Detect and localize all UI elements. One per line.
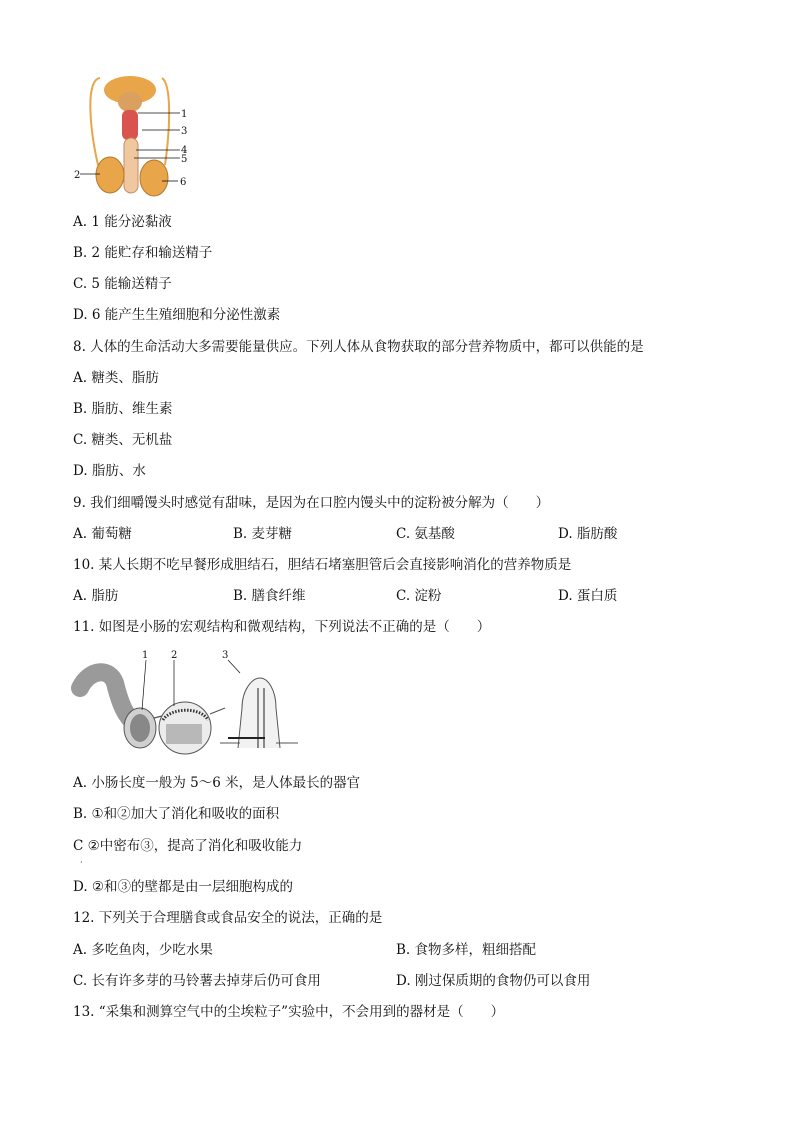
fig1-label-1: 1	[181, 109, 188, 120]
q9-option-a: A. 葡萄糖	[73, 526, 132, 542]
q12-option-a: A. 多吃鱼肉，少吃水果	[73, 942, 213, 958]
q8-option-c: C. 糖类、无机盐	[73, 432, 173, 448]
decorative-dot: ·	[80, 858, 83, 867]
q10-option-c: C. 淀粉	[396, 588, 442, 604]
q11-option-d: D. ②和③的壁都是由一层细胞构成的	[73, 879, 294, 895]
q8-option-a: A. 糖类、脂肪	[73, 370, 159, 386]
fig2-label-2: 2	[171, 650, 178, 661]
fig1-label-4: 4	[181, 145, 188, 156]
q7-option-a: A. 1 能分泌黏液	[73, 214, 172, 230]
q7-option-d: D. 6 能产生生殖细胞和分泌性激素	[73, 307, 281, 323]
q10-option-d: D. 蛋白质	[558, 588, 618, 604]
q12-stem: 12. 下列关于合理膳食或食品安全的说法，正确的是	[73, 910, 383, 926]
q8-stem: 8. 人体的生命活动大多需要能量供应。下列人体从食物获取的部分营养物质中，都可以供能的是	[73, 339, 644, 355]
q10-option-a: A. 脂肪	[73, 588, 119, 604]
small-intestine-figure	[70, 648, 310, 760]
q11-option-b: B. ①和②加大了消化和吸收的面积	[73, 806, 280, 822]
q10-stem: 10. 某人长期不吃早餐形成胆结石，胆结石堵塞胆管后会直接影响消化的营养物质是	[73, 557, 572, 573]
q10-option-b: B. 膳食纤维	[233, 588, 306, 604]
q9-option-c: C. 氨基酸	[396, 526, 455, 542]
q12-option-d: D. 刚过保质期的食物仍可以食用	[396, 973, 591, 989]
q7-option-c: C. 5 能输送精子	[73, 276, 172, 292]
q11-option-c: C ②中密布③，提高了消化和吸收能力	[73, 838, 303, 854]
q9-option-d: D. 脂肪酸	[558, 526, 618, 542]
q8-option-b: B. 脂肪、维生素	[73, 401, 173, 417]
q13-stem: 13. “采集和测算空气中的尘埃粒子”实验中，不会用到的器材是（ ）	[73, 1004, 505, 1020]
fig1-label-6: 6	[180, 177, 187, 188]
q12-option-b: B. 食物多样，粗细搭配	[396, 942, 537, 958]
fig2-label-3: 3	[222, 650, 229, 661]
reproductive-system-figure	[70, 70, 200, 200]
q12-option-c: C. 长有许多芽的马铃薯去掉芽后仍可食用	[73, 973, 321, 989]
fig1-label-5: 5	[181, 154, 188, 165]
q11-option-a: A. 小肠长度一般为 5～6 米，是人体最长的器官	[73, 775, 361, 791]
fig1-label-3: 3	[181, 126, 188, 137]
q7-option-b: B. 2 能贮存和输送精子	[73, 245, 213, 261]
q8-option-d: D. 脂肪、水	[73, 463, 146, 479]
fig1-label-2: 2	[74, 170, 81, 181]
q11-stem: 11. 如图是小肠的宏观结构和微观结构，下列说法不正确的是（ ）	[73, 619, 491, 635]
q9-stem: 9. 我们细嚼馒头时感觉有甜味，是因为在口腔内馒头中的淀粉被分解为（ ）	[73, 495, 550, 511]
q9-option-b: B. 麦芽糖	[233, 526, 293, 542]
fig2-label-1: 1	[142, 650, 149, 661]
